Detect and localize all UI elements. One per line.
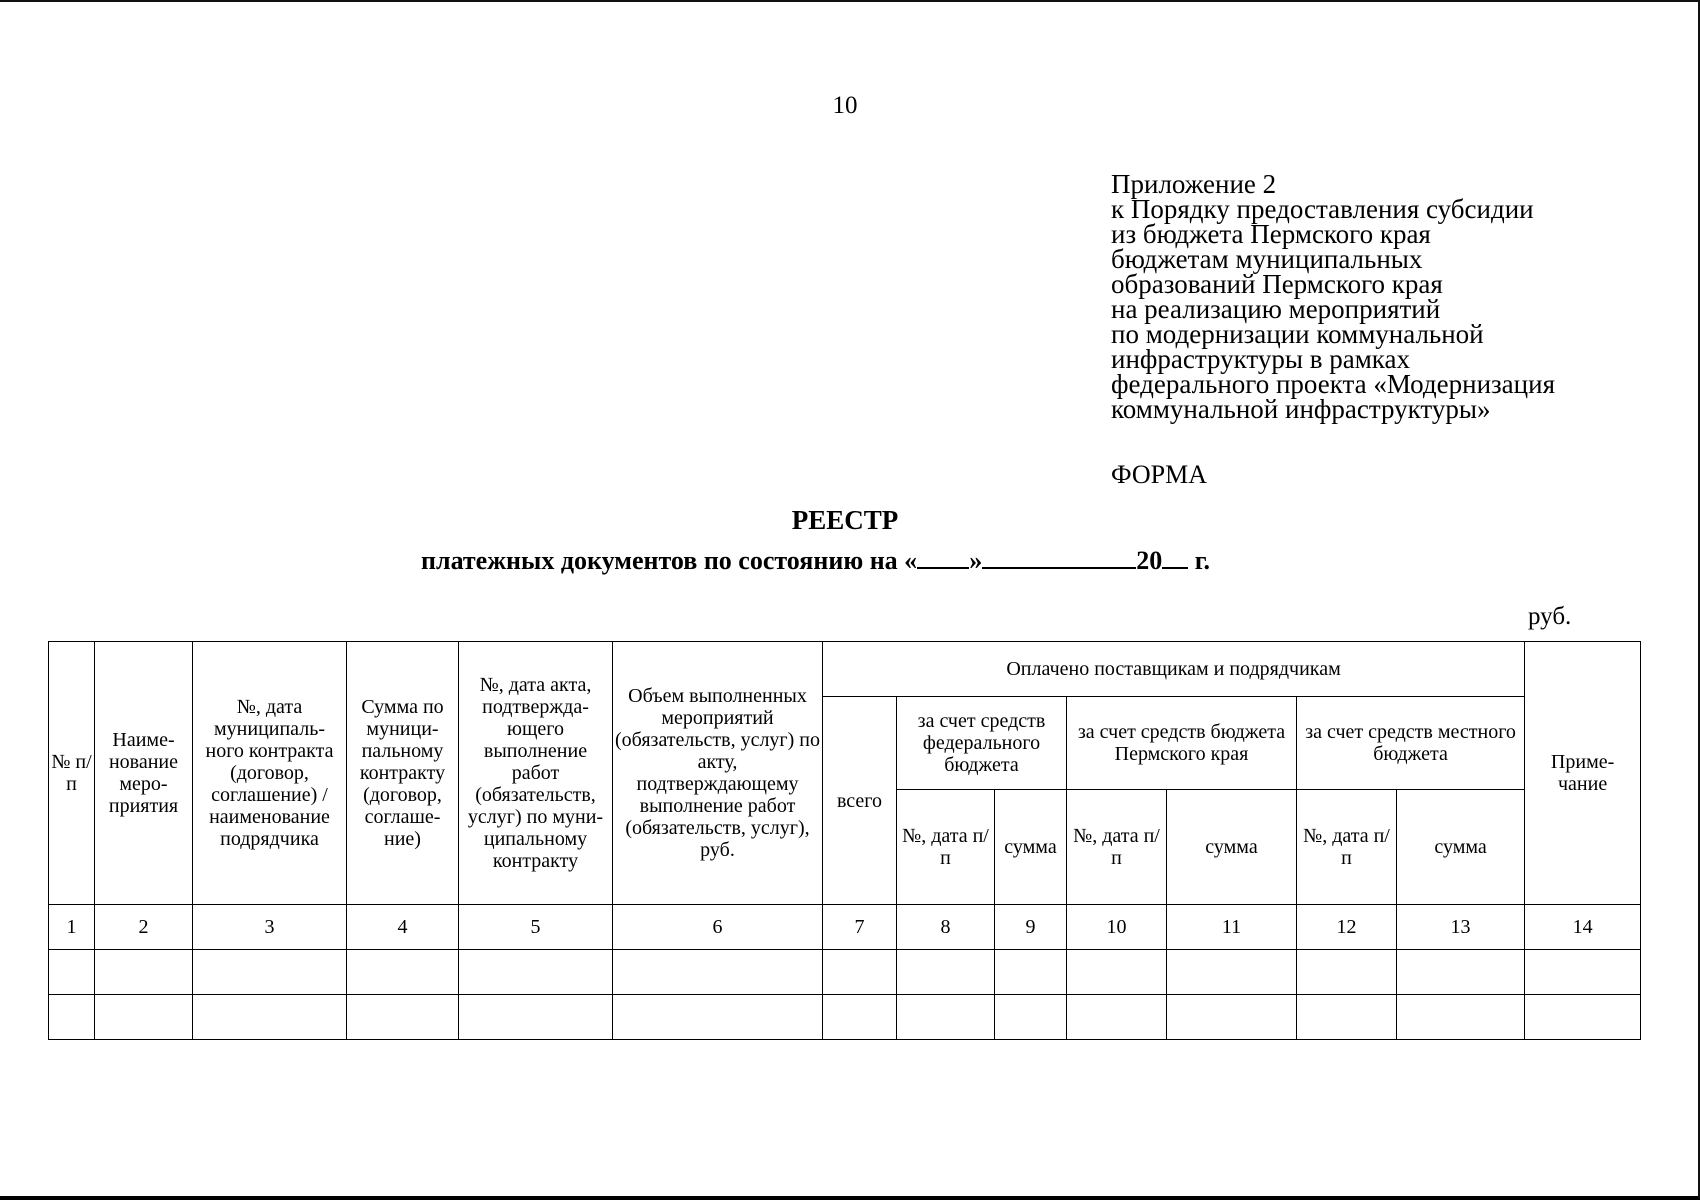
appendix-line: бюджетам муниципальных [1111,244,1423,274]
header-local-number-date: №, дата п/п [1297,790,1397,905]
document-title: РЕЕСТР [791,505,899,535]
table-cell [193,995,347,1040]
appendix-line: инфраструктуры в рамках [1111,344,1410,374]
table-cell [347,950,459,995]
table-cell [823,995,897,1040]
header-federal: за счет средств федерального бюджета [897,697,1067,790]
column-number: 4 [347,905,459,950]
header-federal-number-date: №, дата п/п [897,790,995,905]
column-number: 1 [49,905,95,950]
table-cell [459,950,613,995]
column-number: 7 [823,905,897,950]
column-number: 13 [1397,905,1525,950]
table-row [49,995,1641,1040]
subtitle-year: 20 [1136,546,1163,575]
table-cell [995,950,1067,995]
appendix-line: к Порядку предоставления субсидии [1111,194,1534,224]
header-local-sum: сумма [1397,790,1525,905]
appendix-line: на реализацию мероприятий [1111,294,1441,324]
header-paid-group: Оплачено поставщикам и подрядчикам [823,642,1525,697]
header-regional: за счет средств бюджета Пермского края [1067,697,1297,790]
header-regional-sum: сумма [1167,790,1297,905]
table-row [49,950,1641,995]
table-cell [49,950,95,995]
header-total: всего [823,697,897,905]
table-cell [1067,950,1167,995]
table-cell [1397,995,1525,1040]
table-cell [1167,950,1297,995]
table-cell [613,950,823,995]
table-cell [95,950,193,995]
appendix-line: Приложение 2 [1111,169,1277,199]
appendix-line: образований Пермского края [1111,269,1443,299]
table-cell [613,995,823,1040]
header-contract-sum: Сумма по муници-пальному контракту (договор, соглаше-ние) [347,642,459,905]
column-number-row [49,905,1641,950]
table-cell [897,950,995,995]
table-cell [1525,995,1641,1040]
payment-registry-table [48,641,1641,1040]
table-cell [1297,995,1397,1040]
table-cell [49,995,95,1040]
month-blank [982,545,1136,569]
header-event-name: Наиме-нование меро-приятия [95,642,193,905]
header-local: за счет средств местного бюджета [1297,697,1525,790]
table-cell [1067,995,1167,1040]
table-cell [823,950,897,995]
appendix-line: из бюджета Пермского края [1111,219,1431,249]
table-cell [1167,995,1297,1040]
header-row-number: № п/п [49,642,95,905]
table-cell [1525,950,1641,995]
column-number: 8 [897,905,995,950]
subtitle-middle: » [969,546,983,575]
column-number: 10 [1067,905,1167,950]
subtitle-prefix: платежных документов по состоянию на « [421,546,918,575]
header-federal-sum: сумма [995,790,1067,905]
column-number: 14 [1525,905,1641,950]
page-number: 10 [832,92,858,119]
day-blank [917,545,969,569]
appendix-block [1111,169,1555,424]
appendix-line: федерального проекта «Модернизация [1111,369,1555,399]
header-note: Приме-чание [1525,642,1641,905]
header-regional-number-date: №, дата п/п [1067,790,1167,905]
column-number: 5 [459,905,613,950]
subtitle-suffix: г. [1194,546,1211,575]
column-number: 11 [1167,905,1297,950]
units-label: руб. [1528,603,1572,630]
table-cell [193,950,347,995]
table-cell [897,995,995,1040]
table-cell [95,995,193,1040]
column-number: 6 [613,905,823,950]
header-row [49,642,1641,697]
table-cell [1397,950,1525,995]
table-cell [347,995,459,1040]
column-number: 3 [193,905,347,950]
header-contract: №, дата муниципаль-ного контракта (договор, соглашение) / наименование подрядчика [193,642,347,905]
header-volume: Объем выполненных мероприятий (обязательств, услуг) по акту, подтверждающему выполнение работ (обязательств, услуг), руб. [613,642,823,905]
table-cell [459,995,613,1040]
appendix-line: коммунальной инфраструктуры» [1111,394,1491,424]
column-number: 9 [995,905,1067,950]
form-label: ФОРМА [1111,460,1207,489]
column-number: 2 [95,905,193,950]
appendix-line: по модернизации коммунальной [1111,319,1484,349]
header-act: №, дата акта, подтвержда-ющего выполнение работ (обязательств, услуг) по муни-ципальному контракту [459,642,613,905]
year-blank [1162,545,1188,569]
document-subtitle [421,545,1210,576]
table-cell [995,995,1067,1040]
column-number: 12 [1297,905,1397,950]
table-cell [1297,950,1397,995]
